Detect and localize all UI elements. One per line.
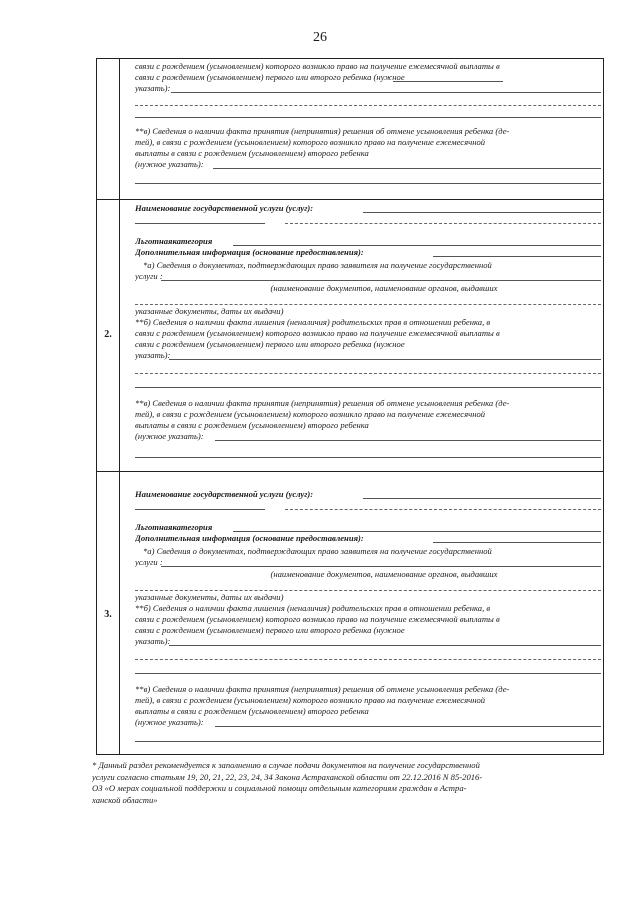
blank-line xyxy=(135,741,601,742)
text-line: **в) Сведения о наличии факта принятия (непринятия) решения об отмене усыновления ребенка (де- xyxy=(135,126,510,136)
text-line: связи с рождением (усыновлением) которого возникло право на получение ежемесячной выплаты в xyxy=(135,614,500,624)
blank-line xyxy=(135,387,601,388)
footnote-line: ОЗ «О мерах социальной поддержки и социальной помощи отдельным категориям граждан в Астра- xyxy=(92,783,467,793)
blank-line xyxy=(393,81,503,82)
category-label: Льготнаякатегория xyxy=(135,236,213,246)
footnote-line: ханской области» xyxy=(92,794,158,805)
text-line: связи с рождением (усыновлением) первого или второго ребенка (нужное xyxy=(135,625,405,635)
text-line: указанные документы, даты их выдачи) xyxy=(135,306,284,316)
blank-line xyxy=(161,566,601,567)
text-line: указать): xyxy=(135,83,171,93)
blank-line xyxy=(215,726,601,727)
page-number: 26 xyxy=(313,30,327,45)
category-field[interactable] xyxy=(233,531,601,532)
blank-line xyxy=(135,223,265,224)
number-column-divider xyxy=(119,59,120,754)
text-line: (нужное указать): xyxy=(135,159,204,169)
extra-info-label: Дополнительная информация (основание предоставления): xyxy=(135,533,364,543)
blank-line xyxy=(215,440,601,441)
blank-line xyxy=(135,659,601,660)
blank-line xyxy=(213,168,601,169)
category-field[interactable] xyxy=(233,245,601,246)
text-line: связи с рождением (усыновлением) которого возникло право на получение ежемесячной выплаты в xyxy=(135,328,500,338)
text-line: услуги : xyxy=(135,557,163,567)
blank-line xyxy=(135,117,601,118)
text-line: связи с рождением (усыновлением) которого возникло право на получение ежемесячной выплаты в xyxy=(135,61,500,71)
service-label: Наименование государственной услуги (услуг): xyxy=(135,203,314,213)
extra-info-label: Дополнительная информация (основание предоставления): xyxy=(135,247,364,257)
text-line: связи с рождением (усыновлением) первого или второго ребенка (нужное xyxy=(135,72,405,82)
service-field[interactable] xyxy=(363,498,601,499)
blank-line xyxy=(285,223,601,224)
text-line: услуги : xyxy=(135,271,163,281)
text-line: указать): xyxy=(135,350,171,360)
footnote-line: услуги согласно статьям 19, 20, 21, 22, 23, 24, 34 Закона Астраханской области от 22.12.2016 N 85-2016- xyxy=(92,771,483,782)
extra-info-field[interactable] xyxy=(433,542,601,543)
text-line: **б) Сведения о наличии факта лишения (неналичия) родительских прав в отношении ребенка, в xyxy=(135,603,491,613)
row-divider xyxy=(97,471,603,472)
text-line: выплаты в связи с рождением (усыновлением) второго ребенка xyxy=(135,706,369,716)
blank-line xyxy=(135,183,601,184)
blank-line xyxy=(135,673,601,674)
text-line: **б) Сведения о наличии факта лишения (неналичия) родительских прав в отношении ребенка, в xyxy=(135,317,491,327)
text-line: тей), в связи с рождением (усыновлением) которого возникло право на получение ежемесячной xyxy=(135,695,486,705)
text-line: выплаты в связи с рождением (усыновлением) второго ребенка xyxy=(135,420,369,430)
text-line: выплаты в связи с рождением (усыновлением) второго ребенка xyxy=(135,148,369,158)
row-number: 2. xyxy=(104,329,112,340)
blank-line xyxy=(135,304,601,305)
blank-line xyxy=(135,590,601,591)
text-line: (нужное указать): xyxy=(135,431,204,441)
row-number: 3. xyxy=(104,609,112,620)
blank-line xyxy=(169,359,601,360)
blank-line xyxy=(285,509,601,510)
text-line: указать): xyxy=(135,636,171,646)
application-table xyxy=(96,58,604,755)
blank-line xyxy=(135,457,601,458)
text-line: связи с рождением (усыновлением) первого или второго ребенка (нужное xyxy=(135,339,405,349)
footnote xyxy=(92,760,600,806)
blank-line xyxy=(169,645,601,646)
field-caption: (наименование документов, наименование органов, выдавших xyxy=(270,283,498,293)
blank-line xyxy=(135,105,601,106)
blank-line xyxy=(135,373,601,374)
text-line: указанные документы, даты их выдачи) xyxy=(135,592,284,602)
blank-line xyxy=(135,509,265,510)
text-line: тей), в связи с рождением (усыновлением) которого возникло право на получение ежемесячной xyxy=(135,409,486,419)
field-caption: (наименование документов, наименование органов, выдавших xyxy=(270,569,498,579)
text-line: тей), в связи с рождением (усыновлением) которого возникло право на получение ежемесячной xyxy=(135,137,486,147)
service-label: Наименование государственной услуги (услуг): xyxy=(135,489,314,499)
text-line: *а) Сведения о документах, подтверждающих право заявителя на получение государственной xyxy=(143,546,492,556)
extra-info-field[interactable] xyxy=(433,256,601,257)
text-line: **в) Сведения о наличии факта принятия (непринятия) решения об отмене усыновления ребенка (де- xyxy=(135,398,510,408)
service-field[interactable] xyxy=(363,212,601,213)
row-divider xyxy=(97,199,603,200)
blank-line xyxy=(161,280,601,281)
footnote-line: * Данный раздел рекомендуется к заполнению в случае подачи документов на получение государственной xyxy=(92,760,480,770)
text-line: **в) Сведения о наличии факта принятия (непринятия) решения об отмене усыновления ребенка (де- xyxy=(135,684,510,694)
blank-line xyxy=(171,92,601,93)
text-line: *а) Сведения о документах, подтверждающих право заявителя на получение государственной xyxy=(143,260,492,270)
text-line: (нужное указать): xyxy=(135,717,204,727)
category-label: Льготнаякатегория xyxy=(135,522,213,532)
